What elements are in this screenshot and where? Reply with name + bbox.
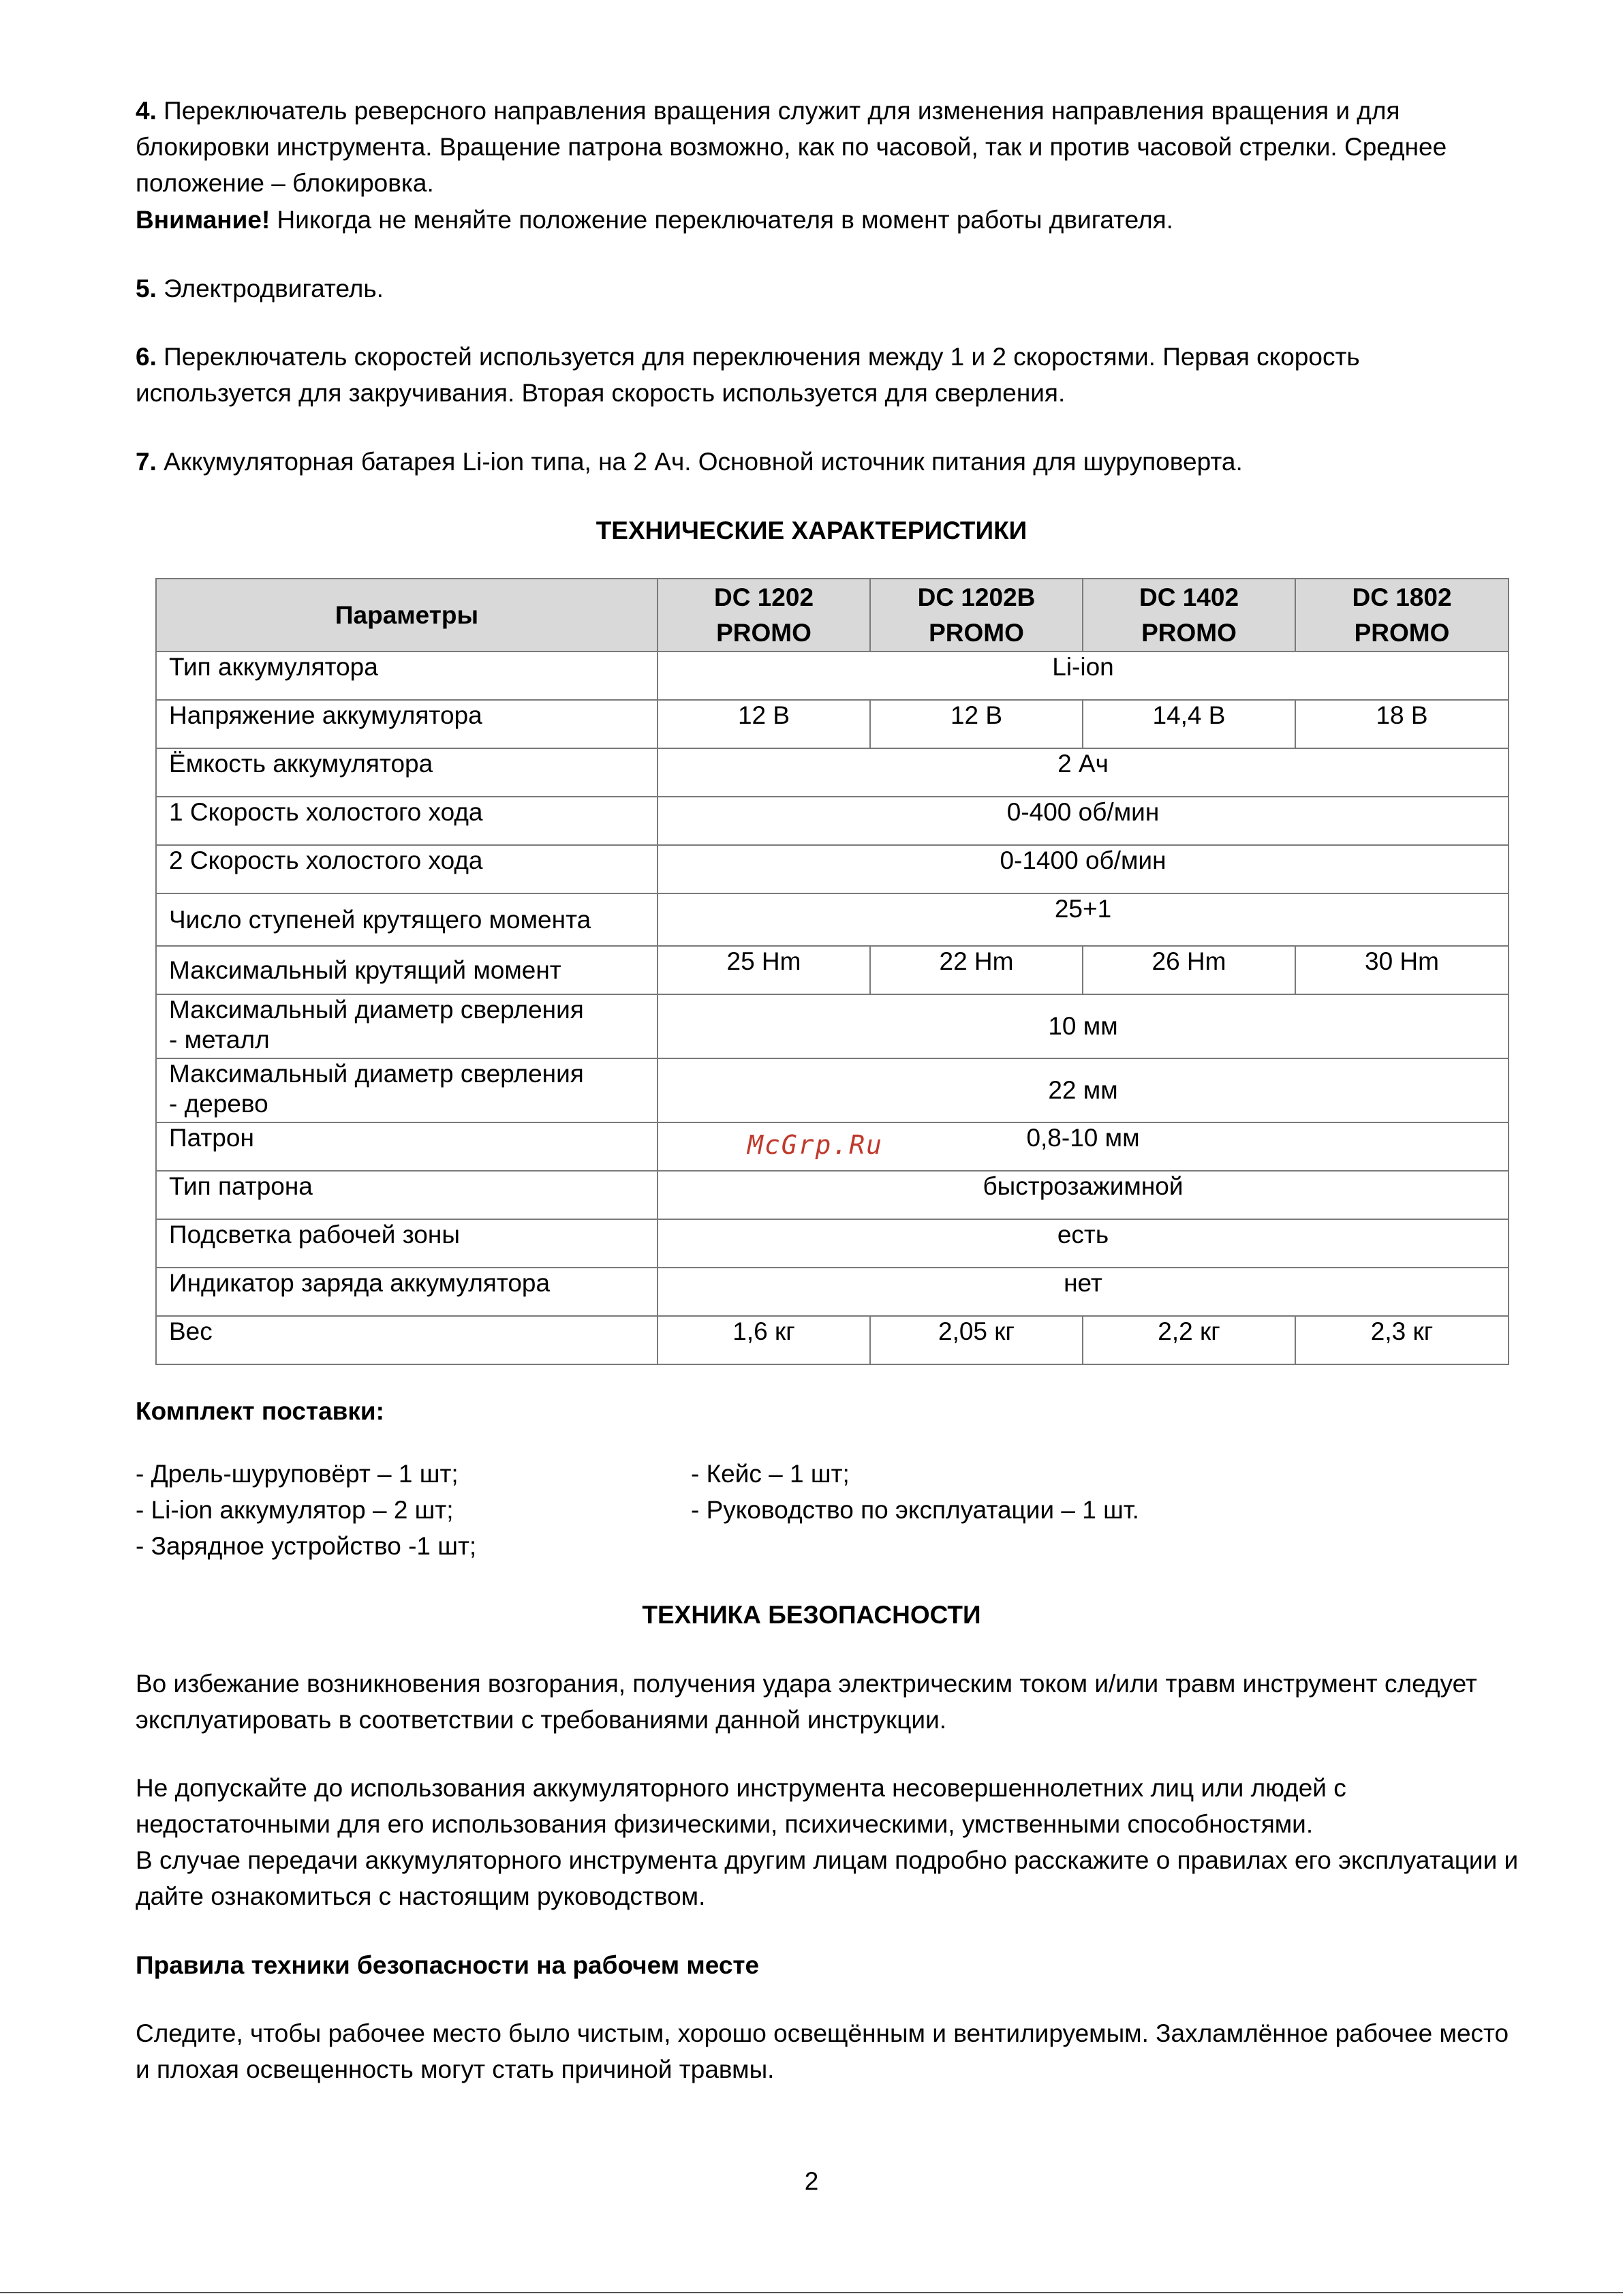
table-row: [156, 1268, 1509, 1316]
row-value: 25+1: [658, 893, 1509, 946]
row-value: 18 В: [1295, 700, 1509, 748]
row-value: есть: [658, 1219, 1509, 1268]
table-row: [156, 1058, 1509, 1122]
row-value: 0,8-10 мм: [658, 1122, 1509, 1171]
table-row: [156, 1316, 1509, 1364]
row-value: быстрозажимной: [658, 1171, 1509, 1219]
row-value: 14,4 В: [1083, 700, 1295, 748]
row-label: Максимальный крутящий момент: [156, 946, 658, 994]
safety-paragraph-2b: В случае передачи аккумуляторного инструмента другим лицам подробно расскажите о правилах его эксплуатации и дайте ознакомиться с настоящим руководством.: [136, 1846, 1519, 1910]
table-row: [156, 748, 1509, 797]
package-list-left: [136, 1456, 476, 1564]
header-model: DC 1202 PROMO: [658, 579, 870, 652]
item-5-paragraph: [136, 271, 1519, 307]
header-parameters: Параметры: [156, 579, 658, 652]
list-item: - Руководство по эксплуатации – 1 шт.: [691, 1496, 1139, 1524]
item-4-text: Переключатель реверсного направления вращения служит для изменения направления вращения и для блокировки инструмента. Вращение патрона возможно, как по часовой, так и против часовой стрелки. Среднее положение – блокировка.: [136, 97, 1447, 197]
item-4-number: 4.: [136, 97, 157, 125]
row-value: 0-1400 об/мин: [658, 845, 1509, 893]
table-row: [156, 700, 1509, 748]
row-label: Индикатор заряда аккумулятора: [156, 1268, 658, 1316]
safety-paragraph-1: Во избежание возникновения возгорания, получения удара электрическим током и/или травм инструмент следует эксплуатировать в соответствии с требованиями данной инструкции.: [136, 1670, 1477, 1734]
safety-title: ТЕХНИКА БЕЗОПАСНОСТИ: [642, 1601, 981, 1629]
header-model: DC 1802 PROMO: [1295, 579, 1509, 652]
row-value: 0-400 об/мин: [658, 797, 1509, 845]
page-number: 2: [804, 2167, 819, 2195]
row-value: 25 Hm: [658, 946, 870, 994]
table-row: [156, 893, 1509, 946]
list-item: - Зарядное устройство -1 шт;: [136, 1532, 477, 1560]
row-label: 1 Скорость холостого хода: [156, 797, 658, 845]
specs-table: [155, 578, 1509, 1365]
warning-label: Внимание!: [136, 206, 270, 234]
row-label: 2 Скорость холостого хода: [156, 845, 658, 893]
row-label: Подсветка рабочей зоны: [156, 1219, 658, 1268]
row-value: Li-ion: [658, 652, 1509, 700]
item-5-number: 5.: [136, 275, 157, 303]
table-row: [156, 797, 1509, 845]
package-list-right: [691, 1456, 1139, 1528]
row-value: 22 мм: [658, 1058, 1509, 1122]
list-item: - Кейс – 1 шт;: [691, 1460, 850, 1488]
table-row: [156, 946, 1509, 994]
row-value: 2,05 кг: [870, 1316, 1083, 1364]
row-value: 12 В: [870, 700, 1083, 748]
row-value: 12 В: [658, 700, 870, 748]
row-value: 1,6 кг: [658, 1316, 870, 1364]
row-label: Ёмкость аккумулятора: [156, 748, 658, 797]
workplace-safety-title: Правила техники безопасности на рабочем месте: [136, 1951, 760, 1979]
list-item: - Li-ion аккумулятор – 2 шт;: [136, 1496, 454, 1524]
watermark-text: McGrp.Ru: [747, 1130, 884, 1160]
row-value: 30 Hm: [1295, 946, 1509, 994]
item-7-paragraph: [136, 444, 1519, 480]
row-label: Максимальный диаметр сверления - дерево: [156, 1058, 658, 1122]
item-5-text: Электродвигатель.: [156, 275, 384, 303]
row-value: нет: [658, 1268, 1509, 1316]
specs-title: ТЕХНИЧЕСКИЕ ХАРАКТЕРИСТИКИ: [596, 517, 1027, 545]
row-label: Тип аккумулятора: [156, 652, 658, 700]
row-label: Напряжение аккумулятора: [156, 700, 658, 748]
page-bottom-edge: [0, 2292, 1623, 2293]
item-6-text: Переключатель скоростей используется для переключения между 1 и 2 скоростями. Первая скорость используется для закручивания. Вторая скорость используется для сверления.: [136, 343, 1360, 407]
item-4-paragraph: [136, 93, 1519, 201]
header-model: DC 1402 PROMO: [1083, 579, 1295, 652]
row-value: 2,3 кг: [1295, 1316, 1509, 1364]
list-item: - Дрель-шуруповёрт – 1 шт;: [136, 1460, 459, 1488]
row-label: Патрон: [156, 1122, 658, 1171]
row-value: 2 Ач: [658, 748, 1509, 797]
row-value: 10 мм: [658, 994, 1509, 1058]
row-value: 22 Hm: [870, 946, 1083, 994]
package-title: Комплект поставки:: [136, 1397, 384, 1425]
item-6-number: 6.: [136, 343, 157, 371]
warning-paragraph: [136, 202, 1519, 238]
table-row: [156, 994, 1509, 1058]
item-7-number: 7.: [136, 448, 157, 476]
safety-paragraph-2a: Не допускайте до использования аккумуляторного инструмента несовершеннолетних лиц или людей с недостаточными для его использования физическими, психическими, умственными способностями.: [136, 1774, 1346, 1838]
table-row: [156, 845, 1509, 893]
item-6-paragraph: [136, 339, 1519, 411]
row-label: Максимальный диаметр сверления - металл: [156, 994, 658, 1058]
row-value: 26 Hm: [1083, 946, 1295, 994]
row-value: 2,2 кг: [1083, 1316, 1295, 1364]
row-label: Вес: [156, 1316, 658, 1364]
warning-text: Никогда не меняйте положение переключателя в момент работы двигателя.: [270, 206, 1173, 234]
safety-paragraph-3: Следите, чтобы рабочее место было чистым, хорошо освещённым и вентилируемым. Захламлённое рабочее место и плохая освещенность могут стать причиной травмы.: [136, 2019, 1509, 2083]
specs-header-row: [156, 579, 1509, 652]
header-model: DC 1202B PROMO: [870, 579, 1083, 652]
row-label: Число ступеней крутящего момента: [156, 893, 658, 946]
row-label: Тип патрона: [156, 1171, 658, 1219]
table-row: [156, 1219, 1509, 1268]
table-row: [156, 1171, 1509, 1219]
table-row: [156, 652, 1509, 700]
item-7-text: Аккумуляторная батарея Li-ion типа, на 2 Ач. Основной источник питания для шуруповерта.: [156, 448, 1243, 476]
